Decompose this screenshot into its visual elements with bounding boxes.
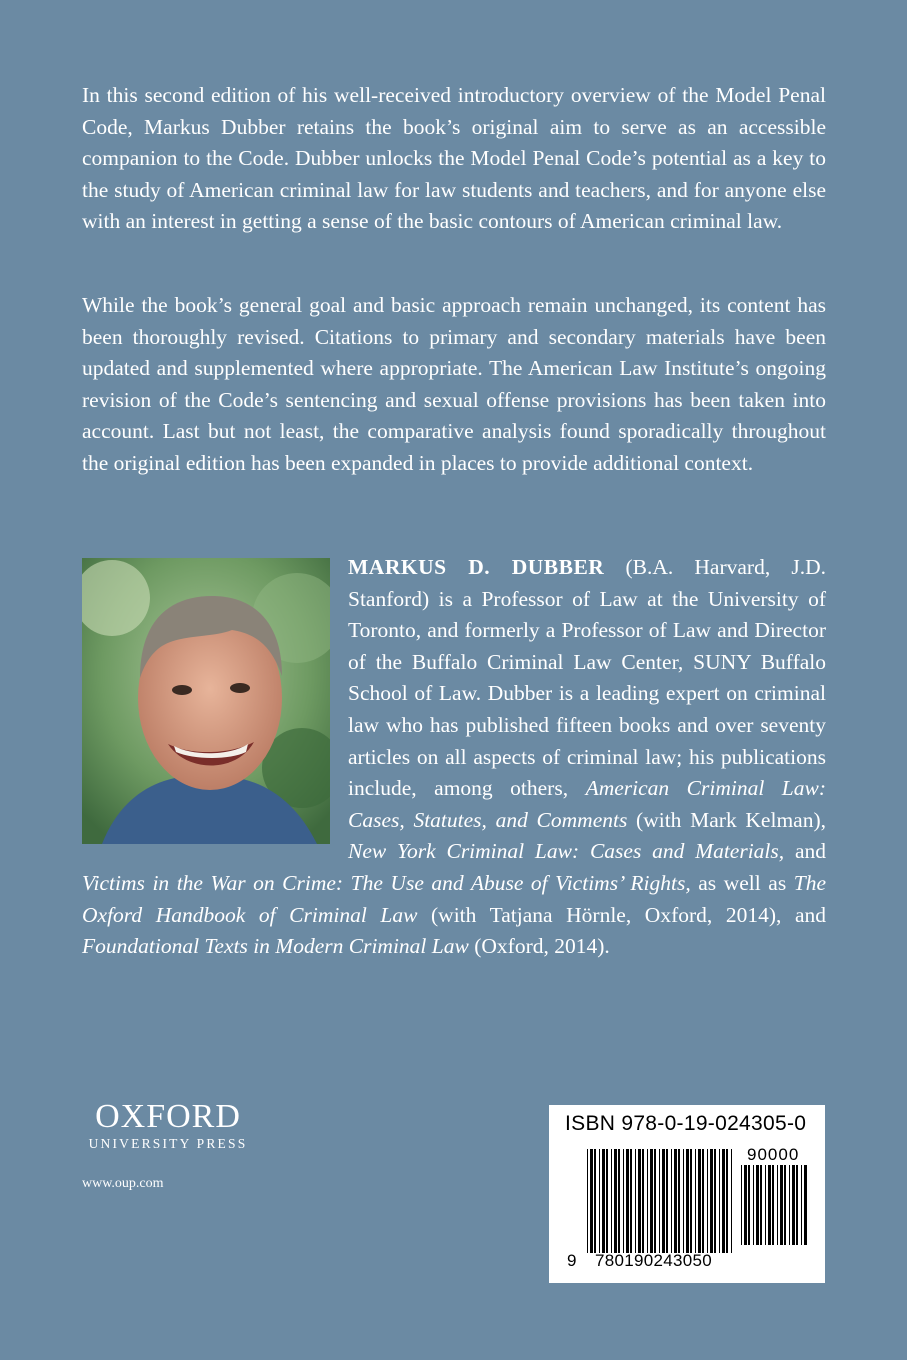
barcode-bar (683, 1149, 684, 1253)
barcode-bar (765, 1165, 766, 1245)
barcode-bar (666, 1149, 668, 1253)
barcode-bar (702, 1149, 704, 1253)
isbn-label: ISBN 978-0-19-024305-0 (565, 1112, 807, 1135)
description-paragraph-1: In this second edition of his well-received introductory overview of the Model Penal Code, Markus Dubber retains the book’s original aim to serve as an accessible companion to the Code. Dubber unlocks the Model Penal Code’s potential as a key to the study of American criminal law for law students and teachers, and for anyone else with an interest in getting a sense of the basic contours of American criminal law. (82, 83, 826, 234)
bio-text: (with Mark Kelman), (627, 807, 826, 832)
isbn-barcode-box (549, 1105, 825, 1283)
barcode-bar (744, 1165, 747, 1245)
barcode-bar (623, 1149, 624, 1253)
barcode-bar (686, 1149, 689, 1253)
barcode-bar (594, 1149, 596, 1253)
barcode-bar (714, 1149, 716, 1253)
barcode-bar (590, 1149, 593, 1253)
author-name: MARKUS D. DUBBER (348, 555, 605, 579)
barcode-bar (710, 1149, 713, 1253)
barcode-addon-icon (741, 1165, 809, 1245)
barcode-bar (662, 1149, 665, 1253)
barcode-bar (719, 1149, 720, 1253)
book-title: American Criminal Law: Cases, Statutes, and Comments (348, 776, 827, 832)
barcode-bar (614, 1149, 617, 1253)
barcode-bar (784, 1165, 786, 1245)
barcode-bar (678, 1149, 680, 1253)
barcode-bar (789, 1165, 790, 1245)
barcode-icon (587, 1149, 735, 1253)
barcode-bar (599, 1149, 600, 1253)
barcode-bar (659, 1149, 660, 1253)
barcode-bar (748, 1165, 750, 1245)
barcode-bar (772, 1165, 774, 1245)
barcode-bar (707, 1149, 708, 1253)
barcode-addon-number: 90000 (747, 1145, 800, 1164)
barcode-bar (587, 1149, 588, 1253)
publisher-subtitle: UNIVERSITY PRESS (88, 1136, 248, 1151)
barcode-bar (626, 1149, 629, 1253)
bio-text: as well as (690, 870, 794, 895)
bio-text: (Oxford, 2014). (468, 934, 610, 959)
book-title: Victims in the War on Crime: The Use and Abuse of Victims’ Rights, (82, 870, 691, 895)
barcode-bar (796, 1165, 798, 1245)
barcode-bar (630, 1149, 632, 1253)
book-title: New York Criminal Law: Cases and Materials, (348, 839, 785, 864)
publisher-logo (82, 1100, 254, 1152)
barcode-bar (726, 1149, 728, 1253)
barcode-bar (674, 1149, 677, 1253)
barcode-bar (638, 1149, 641, 1253)
publisher-name: OXFORD (95, 1098, 241, 1135)
barcode-bar (777, 1165, 778, 1245)
barcode-bar (731, 1149, 732, 1253)
book-title: The Oxford Handbook of Criminal Law (82, 870, 826, 927)
barcode-bar (804, 1165, 807, 1245)
description-paragraph-2: While the book’s general goal and basic approach remain unchanged, its content has been thoroughly revised. Citations to primary and secondary materials have been updated and supplemented where appropriate. The American Law Institute’s ongoing revision of the Code’s sentencing and sexual offense provisions has been taken into account. Last but not least, the comparative analysis found sporadically throughout the original edition has been expanded in places to provide additional context. (82, 293, 826, 475)
barcode-bar (650, 1149, 653, 1253)
barcode-bar (801, 1165, 802, 1245)
barcode-bar (760, 1165, 762, 1245)
author-bio (82, 552, 826, 963)
barcode-bar (671, 1149, 672, 1253)
barcode-bar (756, 1165, 759, 1245)
barcode-digits: 780190243050 (595, 1251, 713, 1270)
barcode-bar (722, 1149, 725, 1253)
barcode-bar (695, 1149, 696, 1253)
barcode-bar (647, 1149, 648, 1253)
barcode-lead-digit: 9 (567, 1251, 577, 1270)
barcode-bar (642, 1149, 644, 1253)
bio-text: (with Tatjana Hörnle, Oxford, 2014), and (417, 902, 827, 927)
barcode-bar (611, 1149, 612, 1253)
barcode-bar (698, 1149, 701, 1253)
barcode-bar (780, 1165, 783, 1245)
barcode-bar (606, 1149, 608, 1253)
bio-text: and (784, 839, 827, 864)
barcode-bar (768, 1165, 771, 1245)
barcode-bar (792, 1165, 795, 1245)
barcode-bar (690, 1149, 692, 1253)
barcode-bar (618, 1149, 620, 1253)
barcode-bar (654, 1149, 656, 1253)
barcode-bar (741, 1165, 742, 1245)
bio-text: (B.A. Harvard, J.D. Stanford) is a Professor of Law at the University of Toronto, and formerly a Professor of Law and Director of the Buffalo Criminal Law Center, SUNY Buffalo School of Law. Dubber is a leading expert on criminal law who has published fifteen books and over seventy articles on all aspects of criminal law; his publications include, among others, (348, 555, 826, 801)
book-title: Foundational Texts in Modern Criminal Law (82, 934, 469, 959)
barcode-bar (753, 1165, 754, 1245)
barcode-bar (602, 1149, 605, 1253)
barcode-bar (635, 1149, 636, 1253)
publisher-url: www.oup.com (82, 1176, 164, 1191)
